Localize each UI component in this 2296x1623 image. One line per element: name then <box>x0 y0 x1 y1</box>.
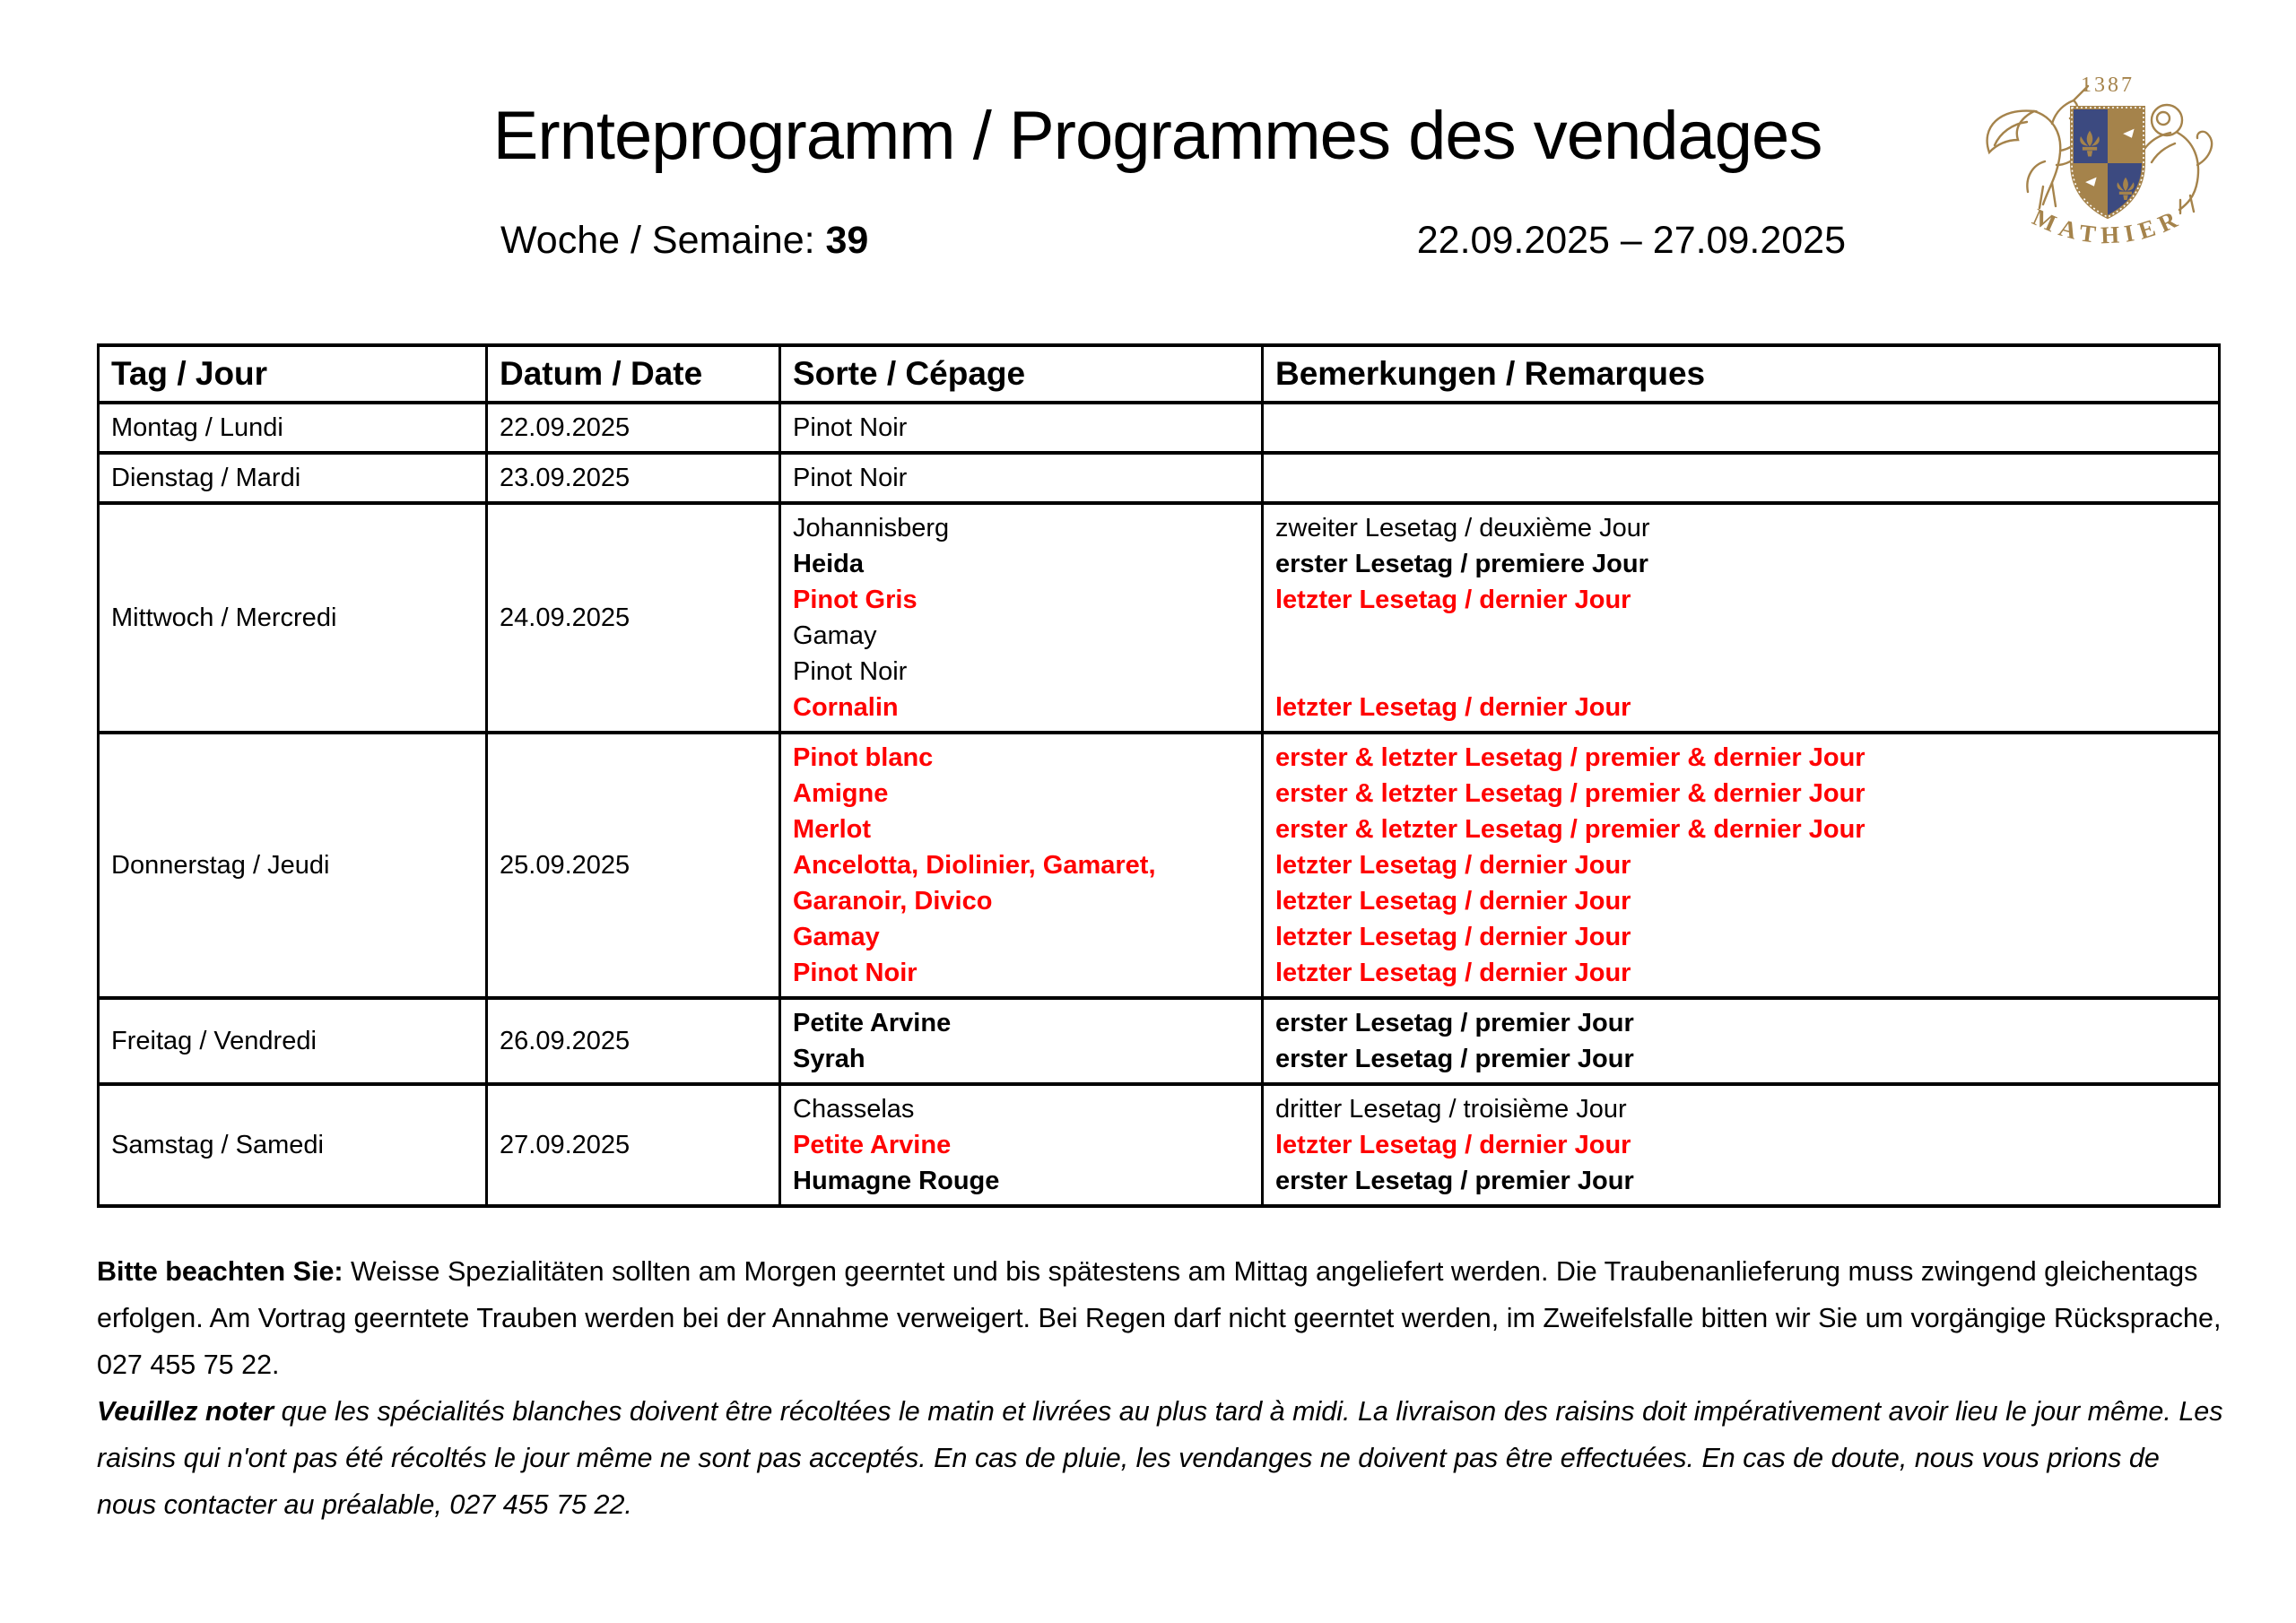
remark-line: erster Lesetag / premier Jour <box>1275 1009 1634 1037</box>
variety-line: Gamay <box>793 621 877 650</box>
remark-line <box>1275 410 2209 446</box>
table-header-row <box>99 345 2220 403</box>
variety-line: Ancelotta, Diolinier, Gamaret, <box>793 851 1156 880</box>
remark-line: erster & letzter Lesetag / premier & dernier Jour <box>1275 779 1866 808</box>
variety-line: Pinot Noir <box>793 413 908 442</box>
variety-line: Pinot Noir <box>793 464 908 492</box>
table-row <box>99 503 2220 733</box>
note-french <box>97 1388 2224 1528</box>
remarks-cell <box>1263 453 2220 503</box>
variety-line: Pinot blanc <box>793 743 934 772</box>
note-french-lead: Veuillez noter <box>97 1396 274 1427</box>
day-cell: Montag / Lundi <box>99 403 487 453</box>
date-cell: 26.09.2025 <box>487 998 780 1084</box>
variety-cell <box>780 733 1263 998</box>
date-cell: 23.09.2025 <box>487 453 780 503</box>
remarks-cell <box>1263 403 2220 453</box>
remark-line <box>1275 618 2209 654</box>
week-number: 39 <box>825 219 869 262</box>
variety-line: Amigne <box>793 779 889 808</box>
remark-line: letzter Lesetag / dernier Jour <box>1275 959 1631 987</box>
harvest-table-container <box>97 343 2218 1208</box>
remarks-cell <box>1263 1084 2220 1206</box>
remark-line: erster Lesetag / premier Jour <box>1275 1045 1634 1073</box>
remarks-cell <box>1263 733 2220 998</box>
day-cell: Mittwoch / Mercredi <box>99 503 487 733</box>
remark-line: erster & letzter Lesetag / premier & dernier Jour <box>1275 743 1866 772</box>
logo-name: MATHIER <box>2028 203 2187 249</box>
variety-cell <box>780 998 1263 1084</box>
remark-line: dritter Lesetag / troisième Jour <box>1275 1095 1627 1124</box>
day-cell: Dienstag / Mardi <box>99 453 487 503</box>
day-cell: Samstag / Samedi <box>99 1084 487 1206</box>
subtitle-row <box>500 219 1846 263</box>
col-header-day: Tag / Jour <box>99 345 487 403</box>
variety-line: Cornalin <box>793 693 899 722</box>
remark-line: letzter Lesetag / dernier Jour <box>1275 887 1631 916</box>
remark-line: letzter Lesetag / dernier Jour <box>1275 851 1631 880</box>
note-french-body: que les spécialités blanches doivent être récoltées le matin et livrées au plus tard à midi. La livraison des raisins doit impérativement avoir lieu le jour même. Les raisins qui n'ont pas été récoltés le jour même ne sont pas acceptés. En cas de pluie, les vendanges ne doivent pas être effectuées. En cas de doute, nous vous prions de nous contacter au préalable, 027 455 75 22. <box>97 1396 2223 1520</box>
table-row <box>99 453 2220 503</box>
remarks-cell <box>1263 998 2220 1084</box>
variety-line: Pinot Noir <box>793 959 918 987</box>
note-german <box>97 1248 2224 1388</box>
col-header-variety: Sorte / Cépage <box>780 345 1263 403</box>
table-row <box>99 998 2220 1084</box>
variety-line: Merlot <box>793 815 871 844</box>
remark-line <box>1275 654 2209 690</box>
variety-line: Chasselas <box>793 1095 915 1124</box>
remark-line <box>1275 460 2209 496</box>
date-cell: 25.09.2025 <box>487 733 780 998</box>
table-row <box>99 1084 2220 1206</box>
variety-line: Johannisberg <box>793 514 950 542</box>
variety-line: Gamay <box>793 923 880 951</box>
variety-cell <box>780 403 1263 453</box>
note-german-body: Weisse Spezialitäten sollten am Morgen geerntet und bis spätestens am Mittag angeliefert werden. Die Traubenanlieferung muss zwingend gleichentags erfolgen. Am Vortrag geerntete Trauben werden bei der Annahme verweigert. Bei Regen darf nicht geerntet werden, im Zweifelsfalle bitten wir Sie um vorgängige Rücksprache, 027 455 75 22. <box>97 1256 2222 1380</box>
note-german-lead: Bitte beachten Sie: <box>97 1256 344 1287</box>
col-header-date: Datum / Date <box>487 345 780 403</box>
week-line <box>500 219 868 263</box>
remark-line: erster Lesetag / premiere Jour <box>1275 550 1648 578</box>
variety-line: Petite Arvine <box>793 1131 952 1159</box>
day-cell: Freitag / Vendredi <box>99 998 487 1084</box>
remark-line: letzter Lesetag / dernier Jour <box>1275 586 1631 614</box>
remark-line: zweiter Lesetag / deuxième Jour <box>1275 514 1650 542</box>
remark-line: letzter Lesetag / dernier Jour <box>1275 693 1631 722</box>
remark-line: letzter Lesetag / dernier Jour <box>1275 1131 1631 1159</box>
logo-year: 1387 <box>2081 74 2135 97</box>
col-header-remarks: Bemerkungen / Remarques <box>1263 345 2220 403</box>
date-cell: 24.09.2025 <box>487 503 780 733</box>
variety-line: Pinot Gris <box>793 586 918 614</box>
variety-cell <box>780 503 1263 733</box>
week-label: Woche / Semaine: <box>500 219 815 262</box>
table-row <box>99 733 2220 998</box>
variety-line: Humagne Rouge <box>793 1167 1000 1195</box>
date-cell: 27.09.2025 <box>487 1084 780 1206</box>
day-cell: Donnerstag / Jeudi <box>99 733 487 998</box>
variety-line: Garanoir, Divico <box>793 887 993 916</box>
notes-section <box>97 1248 2224 1528</box>
crest-shield <box>2072 108 2144 219</box>
variety-cell <box>780 453 1263 503</box>
variety-line: Pinot Noir <box>793 657 908 686</box>
lion-icon <box>2144 105 2212 213</box>
variety-line: Petite Arvine <box>793 1009 952 1037</box>
variety-cell <box>780 1084 1263 1206</box>
table-row <box>99 403 2220 453</box>
date-range: 22.09.2025 – 27.09.2025 <box>1416 219 1846 262</box>
date-cell: 22.09.2025 <box>487 403 780 453</box>
remark-line: letzter Lesetag / dernier Jour <box>1275 923 1631 951</box>
page-title: Ernteprogramm / Programmes des vendages <box>492 98 1822 174</box>
harvest-table <box>97 343 2221 1208</box>
variety-line: Syrah <box>793 1045 865 1073</box>
variety-line: Heida <box>793 550 864 578</box>
mathier-logo <box>1973 56 2242 275</box>
remark-line: erster Lesetag / premier Jour <box>1275 1167 1634 1195</box>
remarks-cell <box>1263 503 2220 733</box>
remark-line: erster & letzter Lesetag / premier & dernier Jour <box>1275 815 1866 844</box>
